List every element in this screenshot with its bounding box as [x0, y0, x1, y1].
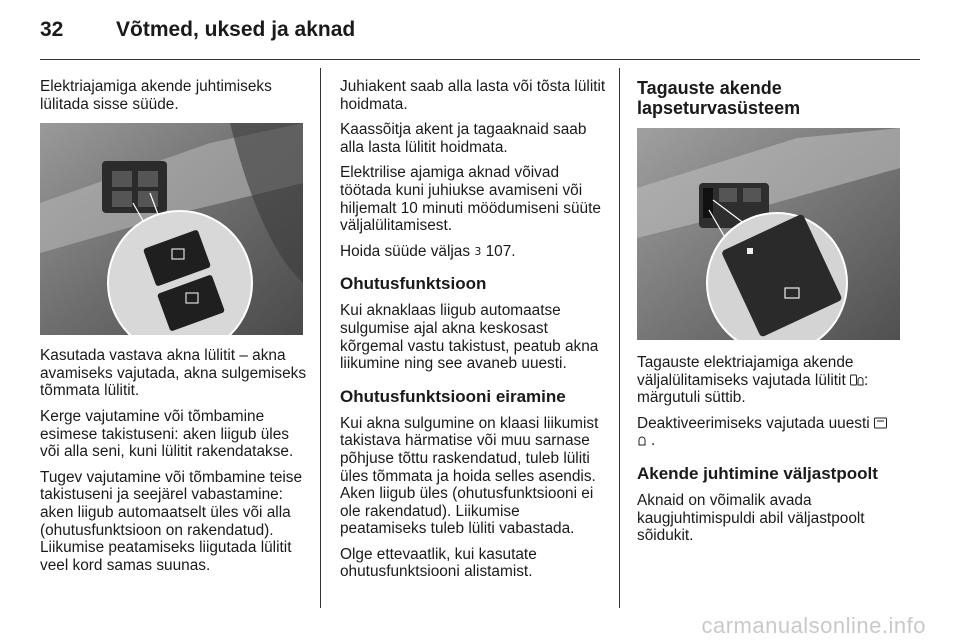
section-heading: Akende juhtimine väljastpoolt	[637, 463, 878, 483]
child-lock-icon	[637, 434, 651, 447]
text: Tagauste elektriajamiga akende väljalülitamiseks vajutada lülitit	[637, 354, 854, 389]
window-switch-figure	[40, 123, 303, 335]
column-2	[340, 78, 608, 589]
header-rule	[40, 59, 920, 60]
paragraph: Kui akna sulgumine on klaasi liikumist takistava härmatise või muu sarnase põhjuse tõttu raskendatud, tuleb lüliti üles tõmmata ja hoida selles asendis. Aken liigub üles (ohutusfunktsiooni ei ole rakendatud). Liikumise peatamiseks tuleb lüliti vabastada.	[340, 414, 599, 538]
paragraph: Elektrilise ajamiga aknad võivad töötada kuni juhiukse avamiseni või hiljemalt 10 minuti möödumiseni süüte väljalülitamisest.	[340, 164, 601, 235]
paragraph: Juhiakent saab alla lasta või tõsta lülitit hoidmata.	[340, 78, 606, 113]
column-divider	[320, 68, 321, 608]
section-heading: Tagauste akende lapseturvasüsteem	[637, 78, 801, 118]
paragraph	[637, 415, 905, 450]
page-number: 32	[40, 18, 64, 41]
paragraph: Kasutada vastava akna lülitit – akna avamiseks vajutada, akna sulgemiseks tõmmata lülitit.	[40, 347, 307, 400]
text: .	[651, 432, 656, 450]
paragraph: Elektriajamiga akende juhtimiseks lülitada sisse süüde.	[40, 78, 272, 113]
paragraph: Kerge vajutamine või tõmbamine esimese takistuseni: aken liigub üles või alla seni, kuni lülitit rakendatakse.	[40, 407, 294, 461]
paragraph: Kui aknaklaas liigub automaatse sulgumise ajal akna keskosast kõrgemal vastu takistust, peatub akna liikumine ning see avaneb uuesti.	[340, 302, 599, 373]
text: Deaktiveerimiseks vajutada uuesti	[637, 414, 874, 432]
page-header	[40, 18, 920, 48]
section-heading: Ohutusfunktsioon	[340, 274, 487, 294]
child-lock-icon	[850, 374, 864, 387]
section-heading: Ohutusfunktsiooni eiramine	[340, 386, 566, 406]
chapter-title: Võtmed, uksed ja aknad	[116, 18, 356, 41]
column-divider	[619, 68, 620, 608]
window-switch-icon	[874, 417, 888, 430]
column-1	[40, 78, 308, 582]
paragraph	[340, 243, 608, 261]
paragraph	[637, 354, 905, 407]
paragraph: Kaassõitja akent ja tagaaknaid saab alla lasta lülitit hoidmata.	[340, 121, 587, 156]
watermark: carmanualsonline.info	[701, 613, 926, 638]
child-lock-figure	[637, 128, 900, 340]
page-reference: 107.	[481, 242, 516, 260]
column-3	[637, 78, 905, 553]
page-reference-arrow: 3	[474, 244, 482, 258]
paragraph: Aknaid on võimalik avada kaugjuhtimispuldi abil väljastpoolt sõidukit.	[637, 491, 865, 545]
text: Hoida süüde väljas	[340, 242, 475, 260]
text: : märgutuli süttib.	[637, 371, 869, 407]
paragraph: Olge ettevaatlik, kui kasutate ohutusfunktsiooni alistamist.	[340, 545, 537, 581]
paragraph: Tugev vajutamine või tõmbamine teise takistuseni ja seejärel vabastamine: aken liigub automaatselt üles või alla (ohutusfunktsioon on rakendatud). Liikumise peatamiseks liigutada lülitit veel kord samas suunas.	[40, 468, 303, 574]
